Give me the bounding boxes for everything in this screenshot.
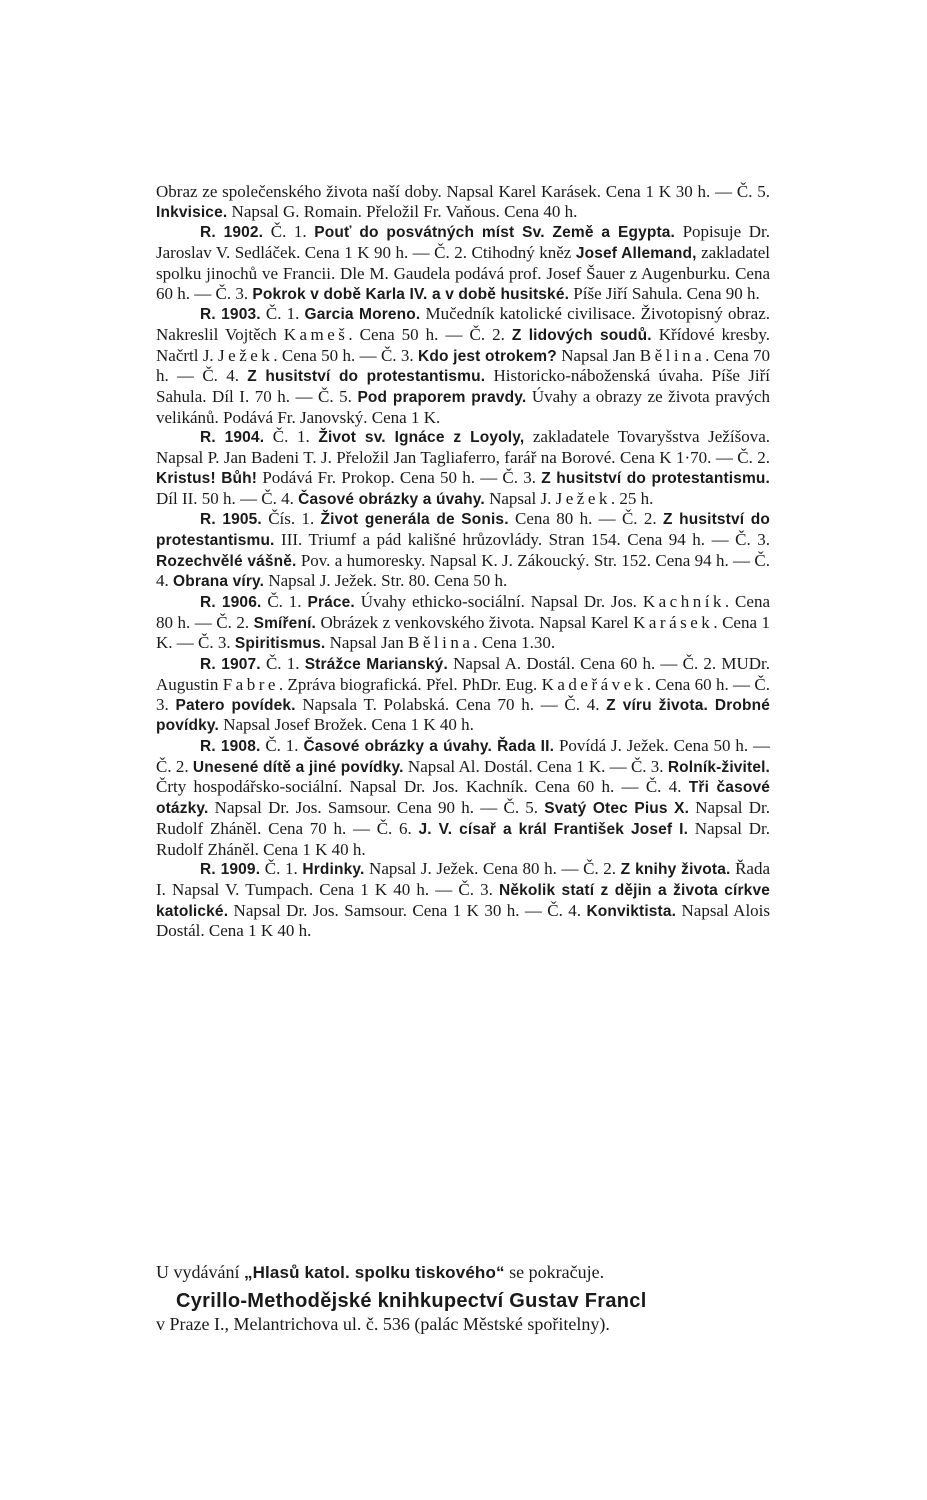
catalogue-entry (156, 222, 770, 304)
spaced-name: Ježek (555, 488, 611, 508)
title-text: Konviktista. (586, 902, 677, 920)
title-text: Tři časové otázky. (156, 779, 770, 818)
body-text: Napsal Dr. Rudolf Zháněl. Cena 1 K 40 h. (156, 818, 770, 859)
note-prefix: U vydávání (156, 1262, 244, 1282)
body-text: Napsal Jan (556, 345, 640, 365)
title-text: Z knihy života. (620, 861, 731, 879)
title-text: R. 1905. (200, 511, 262, 529)
catalogue-entry (156, 182, 770, 222)
body-text: Úvahy a obrazy ze života pravých velikánů. Podává Fr. Janovský. Cena 1 K. (156, 387, 770, 427)
title-text: Kdo jest otrokem? (418, 347, 557, 365)
title-text: Kristus! Bůh! (156, 469, 258, 487)
title-text: Časové obrázky a úvahy. Řada II. (303, 737, 555, 755)
title-text: Pouť do posvátných míst Sv. Země a Egypta. (314, 224, 675, 242)
body-text: . Cena 50 h. — Č. 3. (273, 345, 419, 365)
catalogue-entry (156, 427, 770, 509)
body-text: Obrázek z venkovského života. Napsal Karel (316, 612, 634, 632)
catalogue-text (156, 182, 770, 941)
title-text: R. 1902. (200, 224, 264, 242)
body-text: . Cena 60 h. — Č. 3. (156, 674, 770, 714)
publisher-name: Cyrillo-Methodějské knihkupectví Gustav Francl (176, 1290, 647, 1312)
body-text: Č. 1. (260, 859, 303, 879)
title-text: Z husitství do protestantismu. (541, 469, 770, 487)
body-text: . Zpráva biografická. Přel. PhDr. Eug. (278, 674, 542, 694)
body-text: Napsal Alois Dostál. Cena 1 K 40 h. (156, 900, 771, 941)
title-text: Svatý Otec Pius X. (544, 800, 690, 818)
title-text: R. 1903. (200, 306, 261, 324)
body-text: Č. 1. (260, 654, 305, 674)
body-text: . Cena 50 h. — Č. 2. (348, 324, 512, 344)
body-text: III. Triumf a pád kališné hrůzovlády. Stran 154. Cena 94 h. — Č. 3. (274, 529, 770, 549)
body-text: Úvahy ethicko-sociální. Napsal Dr. Jos. (354, 592, 643, 612)
catalogue-entry (156, 859, 770, 941)
body-text: Historicko-náboženská úvaha. Píše Jiří Sahula. Díl I. 70 h. — Č. 5. (156, 366, 770, 407)
catalogue-entry (156, 592, 770, 654)
body-text: Napsal J. (484, 488, 556, 508)
title-text: Časové obrázky a úvahy. (298, 490, 485, 508)
body-text: Napsal Dr. Jos. Samsour. Cena 90 h. — Č. 5. (208, 798, 545, 818)
body-text: Křídové kresby. Načrtl J. (156, 324, 770, 365)
title-text: Garcia Moreno. (304, 306, 421, 324)
body-text: Črty hospodářsko-sociální. Napsal Dr. Jos. Kachník. Cena 60 h. — Č. 4. (156, 777, 689, 797)
title-text: Pod praporem pravdy. (357, 389, 527, 407)
title-text: Inkvisice. (156, 203, 228, 221)
title-text: R. 1907. (200, 656, 261, 674)
body-text: Č. 1. (264, 427, 319, 447)
spaced-name: Karásek (633, 612, 714, 632)
body-text: Č. 1. (260, 735, 304, 755)
title-text: Rozechvělé vášně. (156, 552, 297, 570)
body-text: zakladatel spolku jinochů ve Francii. Dle M. Gaudela podává prof. Josef Šauer z Augenburku. Cena 60 h. — Č. 3. (156, 243, 770, 303)
title-text: Několik statí z dějin a života církve katolické. (156, 881, 770, 920)
title-text: R. 1909. (200, 861, 261, 879)
body-text: Podává Fr. Prokop. Cena 50 h. — Č. 3. (257, 467, 542, 487)
body-text: Napsal Dr. Jos. Samsour. Cena 1 K 30 h. — Č. 4. (228, 900, 587, 920)
continuation-note (156, 1261, 770, 1284)
body-text: . Cena 80 h. — Č. 2. (156, 592, 770, 632)
title-text: Unesené dítě a jiné povídky. (192, 758, 404, 776)
title-text: Z husitství do protestantismu. (247, 368, 486, 386)
title-text: R. 1904. (200, 429, 265, 447)
spaced-name: Kameš (283, 324, 349, 344)
title-text: R. 1906. (200, 594, 262, 612)
title-text: Život generála de Sonis. (320, 511, 509, 529)
title-text: Život sv. Ignáce z Loyoly, (318, 429, 525, 447)
body-text: Napsal Jan (325, 633, 409, 653)
body-text: Píše Jiří Sahula. Cena 90 h. (569, 283, 760, 303)
note-suffix: se pokračuje. (504, 1262, 605, 1282)
body-text: Popisuje Dr. Jaroslav V. Sedláček. Cena 1 K 90 h. — Č. 2. Ctihodný kněz (156, 222, 771, 263)
body-text: Napsal A. Dostál. Cena 60 h. — Č. 2. MUDr. Augustin (156, 654, 771, 694)
catalogue-entry (156, 736, 770, 859)
title-text: Práce. (307, 594, 355, 612)
title-text: Patero povídek. (175, 696, 296, 714)
title-text: Rolník-živitel. (667, 758, 770, 776)
catalogue-entry (156, 304, 770, 427)
body-text: Č. 1. (260, 304, 305, 324)
title-text: R. 1908. (200, 737, 261, 755)
title-text: Hrdinky. (302, 861, 365, 879)
title-text: Z víru života. Drobné povídky. (156, 696, 770, 735)
body-text: zakladatele Tovaryšstva Ježíšova. Napsal P. Jan Badeni T. J. Přeložil Jan Tagliaferro, farář na Borové. Cena K 1·70. — Č. 2. (156, 427, 770, 468)
body-text: Napsal Al. Dostál. Cena 1 K. — Č. 3. (403, 756, 668, 776)
body-text: Obraz ze společenského života naší doby. Napsal Karel Karásek. Cena 1 K 30 h. — Č. 5. (156, 182, 770, 201)
body-text: Napsal G. Romain. Přeložil Fr. Vaňous. Cena 40 h. (227, 201, 578, 221)
title-text: J. V. císař a král František Josef I. (418, 820, 689, 838)
title-text: Spiritismus. (234, 635, 326, 653)
title-text: Pokrok v době Karla IV. a v době husitské. (252, 285, 570, 303)
spaced-name: Kachník (642, 592, 725, 612)
spaced-name: Ježek (218, 345, 274, 365)
body-text: Napsal J. Ježek. Cena 80 h. — Č. 2. (364, 859, 621, 879)
title-text: Z lidových soudů. (511, 326, 652, 344)
body-text: . Cena 70 h. — Č. 4. (156, 345, 771, 386)
title-text: Z husitství do protestantismu. (156, 511, 770, 549)
body-text: Napsal J. Ježek. Str. 80. Cena 50 h. (264, 571, 508, 591)
body-text: Napsala T. Polabská. Cena 70 h. — Č. 4. (295, 694, 607, 714)
body-text: . Cena 1 K. — Č. 3. (156, 612, 771, 653)
publisher-address: v Praze I., Melantrichova ul. č. 536 (palác Městské spořitelny). (156, 1314, 610, 1334)
spaced-name: Fabre (222, 674, 279, 694)
spaced-name: Kadeřávek (541, 674, 647, 694)
body-text: Řada I. Napsal V. Tumpach. Cena 1 K 40 h. — Č. 3. (156, 859, 770, 899)
catalogue-entry (156, 654, 770, 736)
body-text: Čís. 1. (261, 509, 321, 529)
title-text: Obrana víry. (173, 573, 265, 591)
body-text: Pov. a humoresky. Napsal K. J. Zákoucký. Str. 152. Cena 94 h. — Č. 4. (156, 550, 770, 591)
body-text: Napsal Dr. Rudolf Zháněl. Cena 70 h. — Č. 6. (156, 798, 770, 838)
body-text: Cena 80 h. — Č. 2. (508, 509, 663, 529)
note-series-title: „Hlasů katol. spolku tiskového“ (243, 1263, 505, 1282)
title-text: Strážce Marianský. (304, 656, 448, 674)
body-text: Díl II. 50 h. — Č. 4. (156, 488, 299, 508)
spaced-name: Bělina (408, 633, 474, 653)
body-text: Č. 1. (263, 222, 315, 242)
body-text: Č. 1. (261, 592, 308, 612)
title-text: Josef Allemand, (575, 245, 697, 263)
catalogue-entry (156, 509, 770, 592)
title-text: Smíření. (253, 614, 316, 632)
body-text: Mučedník katolické civilisace. Životopisný obraz. Nakreslil Vojtěch (156, 304, 770, 344)
body-text: . 25 h. (610, 488, 654, 508)
spaced-name: Bělina (639, 345, 706, 365)
body-text: . Cena 1.30. (473, 633, 556, 653)
body-text: Povídá J. Ježek. Cena 50 h. — Č. 2. (156, 735, 771, 776)
body-text: Napsal Josef Brožek. Cena 1 K 40 h. (218, 715, 474, 735)
